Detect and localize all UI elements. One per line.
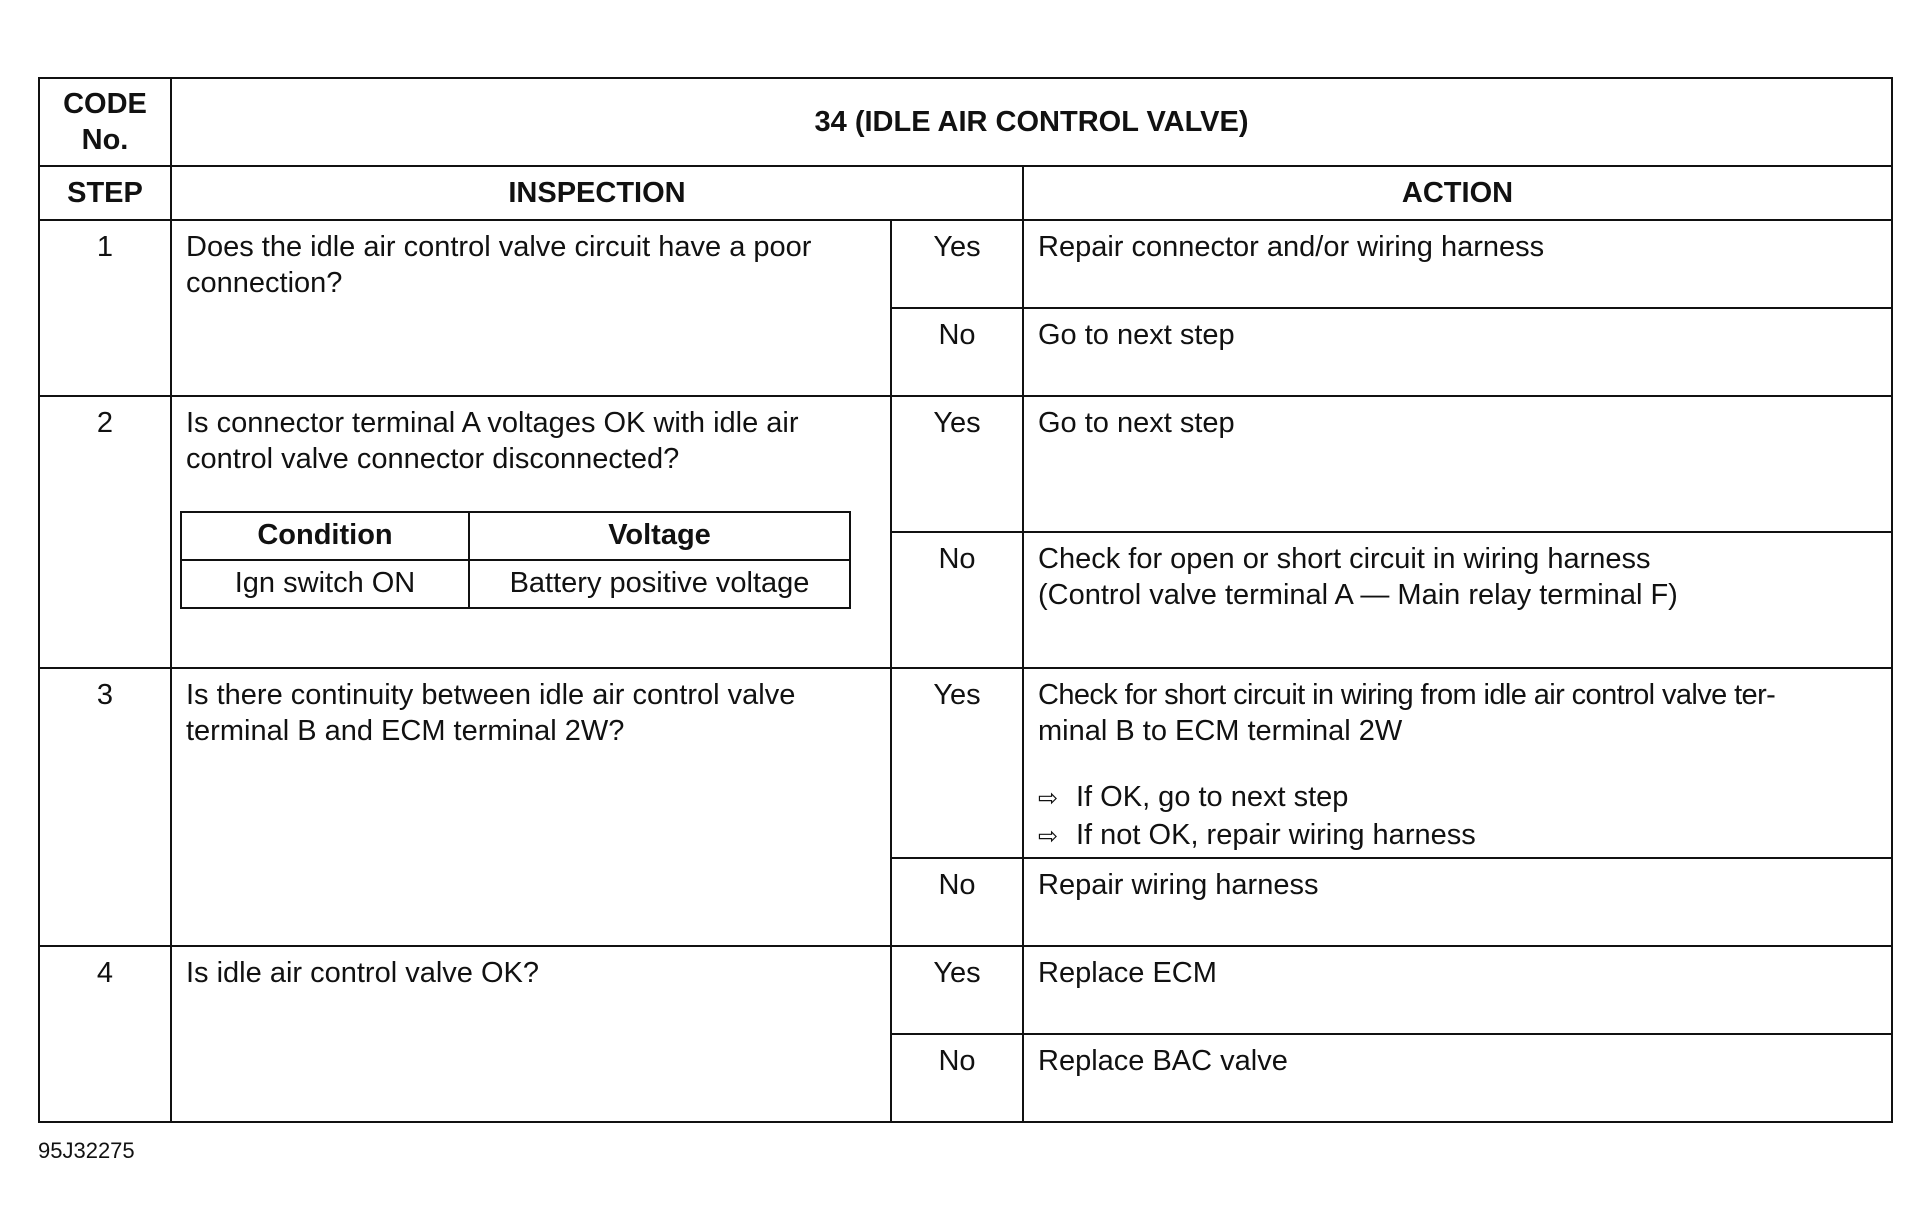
- yes-action: Go to next step: [1023, 396, 1892, 532]
- action-column-header: ACTION: [1023, 166, 1892, 220]
- step-number: 1: [39, 220, 171, 396]
- code-number-label: CODE No.: [39, 78, 171, 166]
- yes-answer: Yes: [891, 396, 1023, 532]
- no-answer: No: [891, 1034, 1023, 1122]
- no-action: Go to next step: [1023, 308, 1892, 396]
- no-action: Repair wiring harness: [1023, 858, 1892, 946]
- column-header-row: [39, 166, 1892, 220]
- condition-value: Ign switch ON: [181, 560, 469, 608]
- right-arrow-icon: ⇨: [1038, 823, 1059, 850]
- figure-id: 95J32275: [38, 1138, 135, 1163]
- yes-action: Replace ECM: [1023, 946, 1892, 1034]
- right-arrow-icon: ⇨: [1038, 785, 1059, 812]
- step-2-yes-row: [39, 396, 1892, 532]
- no-answer: No: [891, 858, 1023, 946]
- yes-action: Check for short circuit in wiring from idle air control valve ter- minal B to ECM terminal 2W ⇨ If OK, go to next step ⇨ If not OK, repair wiring harness: [1023, 668, 1892, 858]
- diagnostic-table: [38, 77, 1893, 1123]
- step-inspection: Does the idle air control valve circuit have a poor connection?: [171, 220, 891, 396]
- no-action: Check for open or short circuit in wiring harness (Control valve terminal A — Main relay terminal F): [1023, 532, 1892, 668]
- voltage-value: Battery positive voltage: [469, 560, 850, 608]
- condition-header: Condition: [181, 512, 469, 560]
- step-number: 2: [39, 396, 171, 668]
- yes-answer: Yes: [891, 946, 1023, 1034]
- step-inspection: Is idle air control valve OK?: [171, 946, 891, 1122]
- no-answer: No: [891, 308, 1023, 396]
- step-3-yes-row: [39, 668, 1892, 858]
- action-bullet: ⇨ If OK, go to next step: [1038, 779, 1877, 817]
- yes-action: Repair connector and/or wiring harness: [1023, 220, 1892, 308]
- step-4-yes-row: [39, 946, 1892, 1034]
- voltage-header: Voltage: [469, 512, 850, 560]
- step-inspection: Is connector terminal A voltages OK with idle air control valve connector disconnected? Condition Voltage Ign switch ON Battery positive voltage: [171, 396, 891, 668]
- no-answer: No: [891, 532, 1023, 668]
- yes-answer: Yes: [891, 220, 1023, 308]
- condition-table-header-row: [181, 512, 850, 560]
- no-action: Replace BAC valve: [1023, 1034, 1892, 1122]
- yes-answer: Yes: [891, 668, 1023, 858]
- inspection-column-header: INSPECTION: [171, 166, 1023, 220]
- step-number: 4: [39, 946, 171, 1122]
- action-bullet: ⇨ If not OK, repair wiring harness: [1038, 817, 1877, 855]
- condition-table-row: [181, 560, 850, 608]
- condition-voltage-table: [180, 511, 851, 609]
- step-1-yes-row: [39, 220, 1892, 308]
- code-header-row: [39, 78, 1892, 166]
- step-column-header: STEP: [39, 166, 171, 220]
- code-title: 34 (IDLE AIR CONTROL VALVE): [171, 78, 1892, 166]
- step-inspection: Is there continuity between idle air control valve terminal B and ECM terminal 2W?: [171, 668, 891, 946]
- step-number: 3: [39, 668, 171, 946]
